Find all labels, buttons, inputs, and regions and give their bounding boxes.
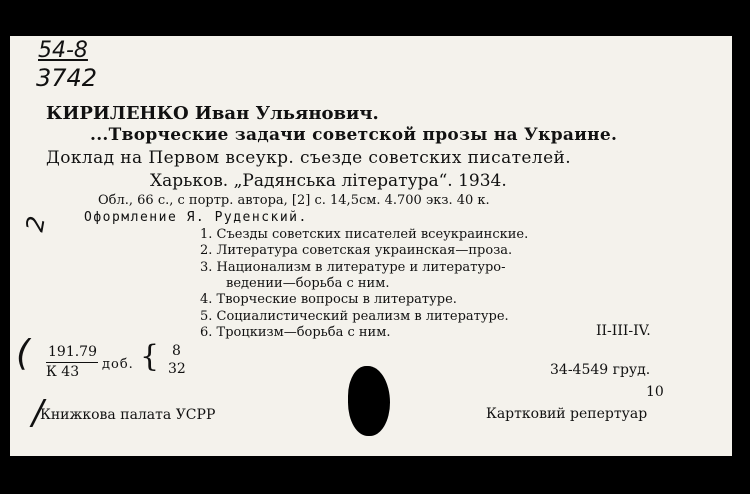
book-title: ...Творческие задачи советской прозы на Украине. (90, 125, 618, 145)
subject-3-cont: ведении—борьба с ним. (226, 276, 390, 291)
footer-slash-mark: / (32, 393, 44, 433)
book-subtitle: Доклад на Первом всеукр. съезде советских писателей. (46, 148, 572, 168)
order-number: 34-4549 груд. (550, 362, 651, 378)
subject-4: 4. Творческие вопросы в литературе. (200, 292, 457, 307)
order-sub: 10 (646, 384, 664, 400)
handwritten-bracket: ( (16, 333, 31, 374)
dob-label: доб. (102, 357, 134, 372)
subject-6: 6. Троцкизм—борьба с ним. (200, 325, 391, 340)
repertoire-footer: Картковий репертуар (486, 406, 648, 422)
subject-1: 1. Съезды советских писателей всеукраинские. (200, 227, 529, 242)
subject-5: 5. Социалистический реализм в литературе. (200, 309, 509, 324)
shelf-mark-bottom: 3742 (36, 64, 98, 92)
publisher-footer: Книжкова палата УСРР (40, 407, 216, 423)
class-rule (46, 362, 98, 363)
author-heading: КИРИЛЕНКО Иван Ульянович. (46, 103, 379, 124)
dob-bottom: 32 (168, 361, 186, 377)
roman-numerals: II-III-IV. (596, 323, 651, 339)
catalog-card (10, 36, 732, 456)
collation: Обл., 66 с., с портр. автора, [2] с. 14,5см. 4.700 экз. 40 к. (98, 193, 490, 208)
ink-blot (348, 366, 390, 436)
design-credit: Оформление Я. Руденский. (84, 210, 308, 225)
dob-brace: { (140, 339, 160, 374)
subject-3: 3. Национализм в литературе и литературо- (200, 260, 506, 275)
subject-2: 2. Литература советская украинская—проза. (200, 243, 513, 258)
dob-top: 8 (172, 343, 181, 359)
class-number: 191.79 (48, 344, 97, 360)
cutter-number: К 43 (46, 364, 80, 380)
handwritten-mark-left: 2 (20, 214, 51, 234)
imprint: Харьков. „Радянська лiтература“. 1934. (150, 171, 507, 191)
shelf-mark-top: 54-8 (38, 38, 88, 63)
